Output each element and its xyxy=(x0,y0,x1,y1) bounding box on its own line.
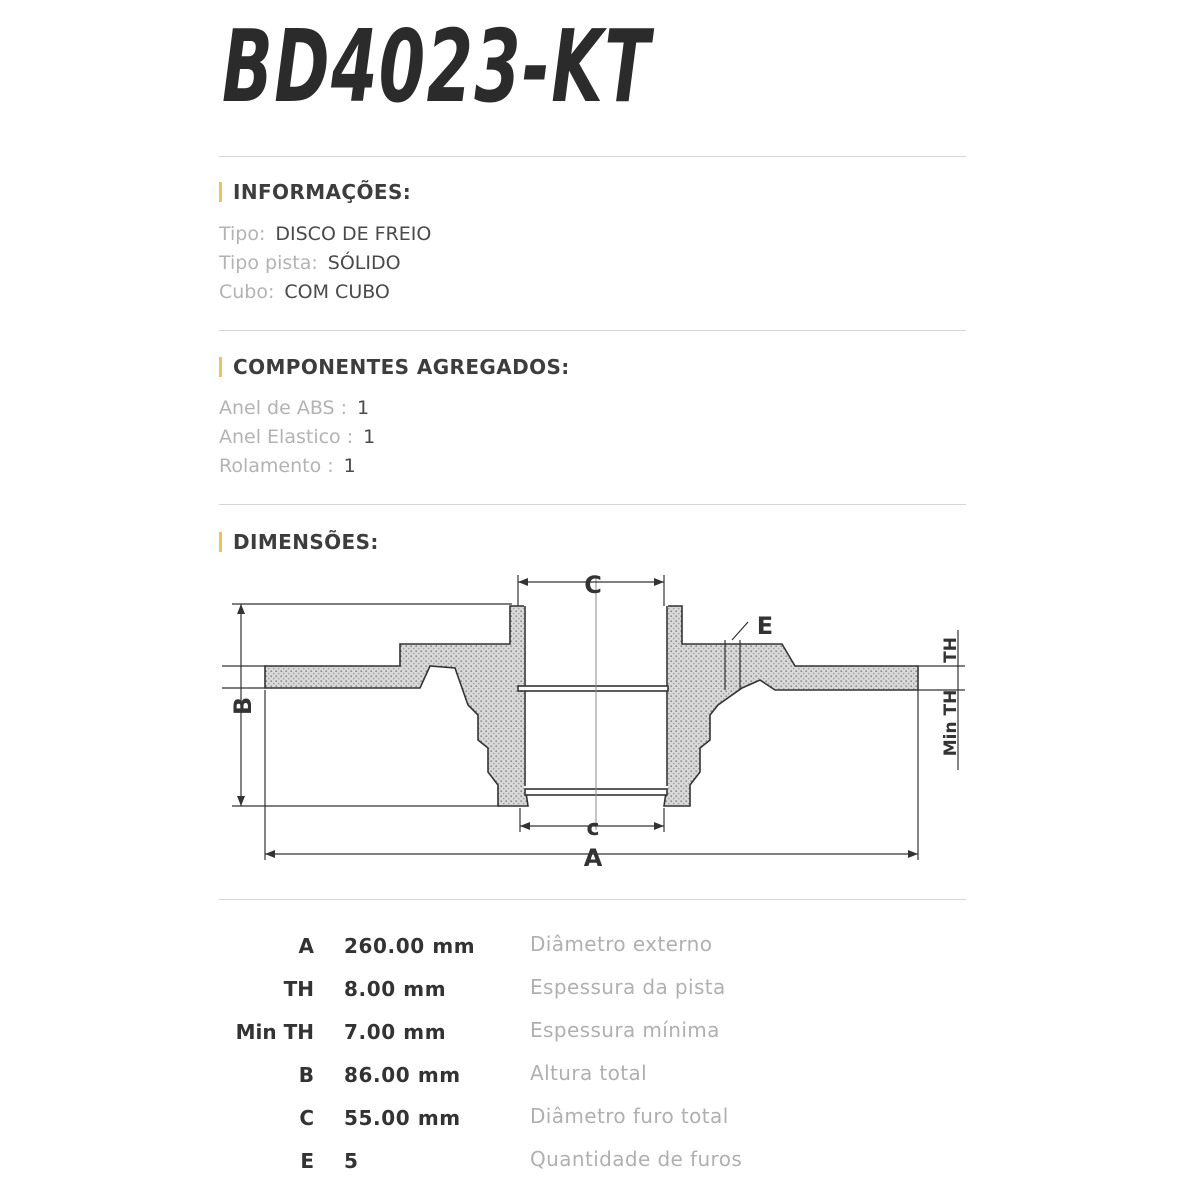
spec-value: 5 xyxy=(344,1149,359,1173)
info-value: DISCO DE FREIO xyxy=(275,223,432,245)
spec-description: Diâmetro externo xyxy=(530,932,713,956)
spec-value: 86.00 mm xyxy=(344,1063,461,1087)
section-heading-info xyxy=(219,180,411,204)
spec-value: 55.00 mm xyxy=(344,1106,461,1130)
info-label: Tipo: xyxy=(219,223,266,245)
spec-code: TH xyxy=(283,977,314,1001)
component-label: Anel de ABS : xyxy=(219,397,348,419)
brake-disc-drawing xyxy=(200,560,980,880)
accent-bar xyxy=(219,532,222,552)
spec-code: Min TH xyxy=(235,1020,314,1044)
info-value: SÓLIDO xyxy=(327,252,401,274)
info-heading-text: INFORMAÇÕES: xyxy=(233,180,412,204)
spec-code: E xyxy=(300,1149,314,1173)
spec-code: B xyxy=(298,1063,314,1087)
spec-code: A xyxy=(298,934,314,958)
dim-label-min-th: Min TH xyxy=(941,689,961,757)
dim-label-b: B xyxy=(229,696,257,716)
spec-row xyxy=(200,934,960,964)
spec-description: Espessura da pista xyxy=(530,975,726,999)
spec-value: 8.00 mm xyxy=(344,977,447,1001)
info-value: COM CUBO xyxy=(284,281,390,303)
component-row-rolamento xyxy=(219,455,356,477)
info-row-tipo xyxy=(219,223,431,245)
spec-row xyxy=(200,1149,960,1179)
dim-label-th: TH xyxy=(941,637,961,663)
product-title: BD4023-KT xyxy=(222,8,652,125)
component-label: Anel Elastico : xyxy=(219,426,354,448)
spec-description: Quantidade de furos xyxy=(530,1147,743,1171)
spec-row xyxy=(200,977,960,1007)
spec-row xyxy=(200,1063,960,1093)
component-value: 1 xyxy=(357,397,370,419)
section-heading-dimensions xyxy=(219,530,379,554)
component-value: 1 xyxy=(343,455,356,477)
components-heading-text: COMPONENTES AGREGADOS: xyxy=(233,355,570,379)
spec-description: Espessura mínima xyxy=(530,1018,720,1042)
spec-value: 260.00 mm xyxy=(344,934,476,958)
spec-row xyxy=(200,1106,960,1136)
divider xyxy=(219,899,966,900)
info-label: Cubo: xyxy=(219,281,275,303)
dimensions-heading-text: DIMENSÕES: xyxy=(233,530,379,554)
info-label: Tipo pista: xyxy=(219,252,318,274)
info-row-cubo xyxy=(219,281,390,303)
accent-bar xyxy=(219,357,222,377)
spec-row xyxy=(200,1020,960,1050)
component-row-abs xyxy=(219,397,369,419)
component-label: Rolamento : xyxy=(219,455,334,477)
component-value: 1 xyxy=(363,426,376,448)
dim-label-c-bottom: c xyxy=(586,816,600,841)
section-heading-components xyxy=(219,355,570,379)
dim-label-e: E xyxy=(756,612,774,640)
spec-value: 7.00 mm xyxy=(344,1020,447,1044)
dim-label-c-top: C xyxy=(584,571,602,599)
spec-code: C xyxy=(299,1106,314,1130)
info-row-tipo-pista xyxy=(219,252,401,274)
divider xyxy=(219,330,966,331)
accent-bar xyxy=(219,182,222,202)
component-row-anel xyxy=(219,426,375,448)
divider xyxy=(219,156,966,157)
spec-description: Diâmetro furo total xyxy=(530,1104,729,1128)
spec-description: Altura total xyxy=(530,1061,648,1085)
divider xyxy=(219,504,966,505)
dim-label-a: A xyxy=(583,844,603,872)
